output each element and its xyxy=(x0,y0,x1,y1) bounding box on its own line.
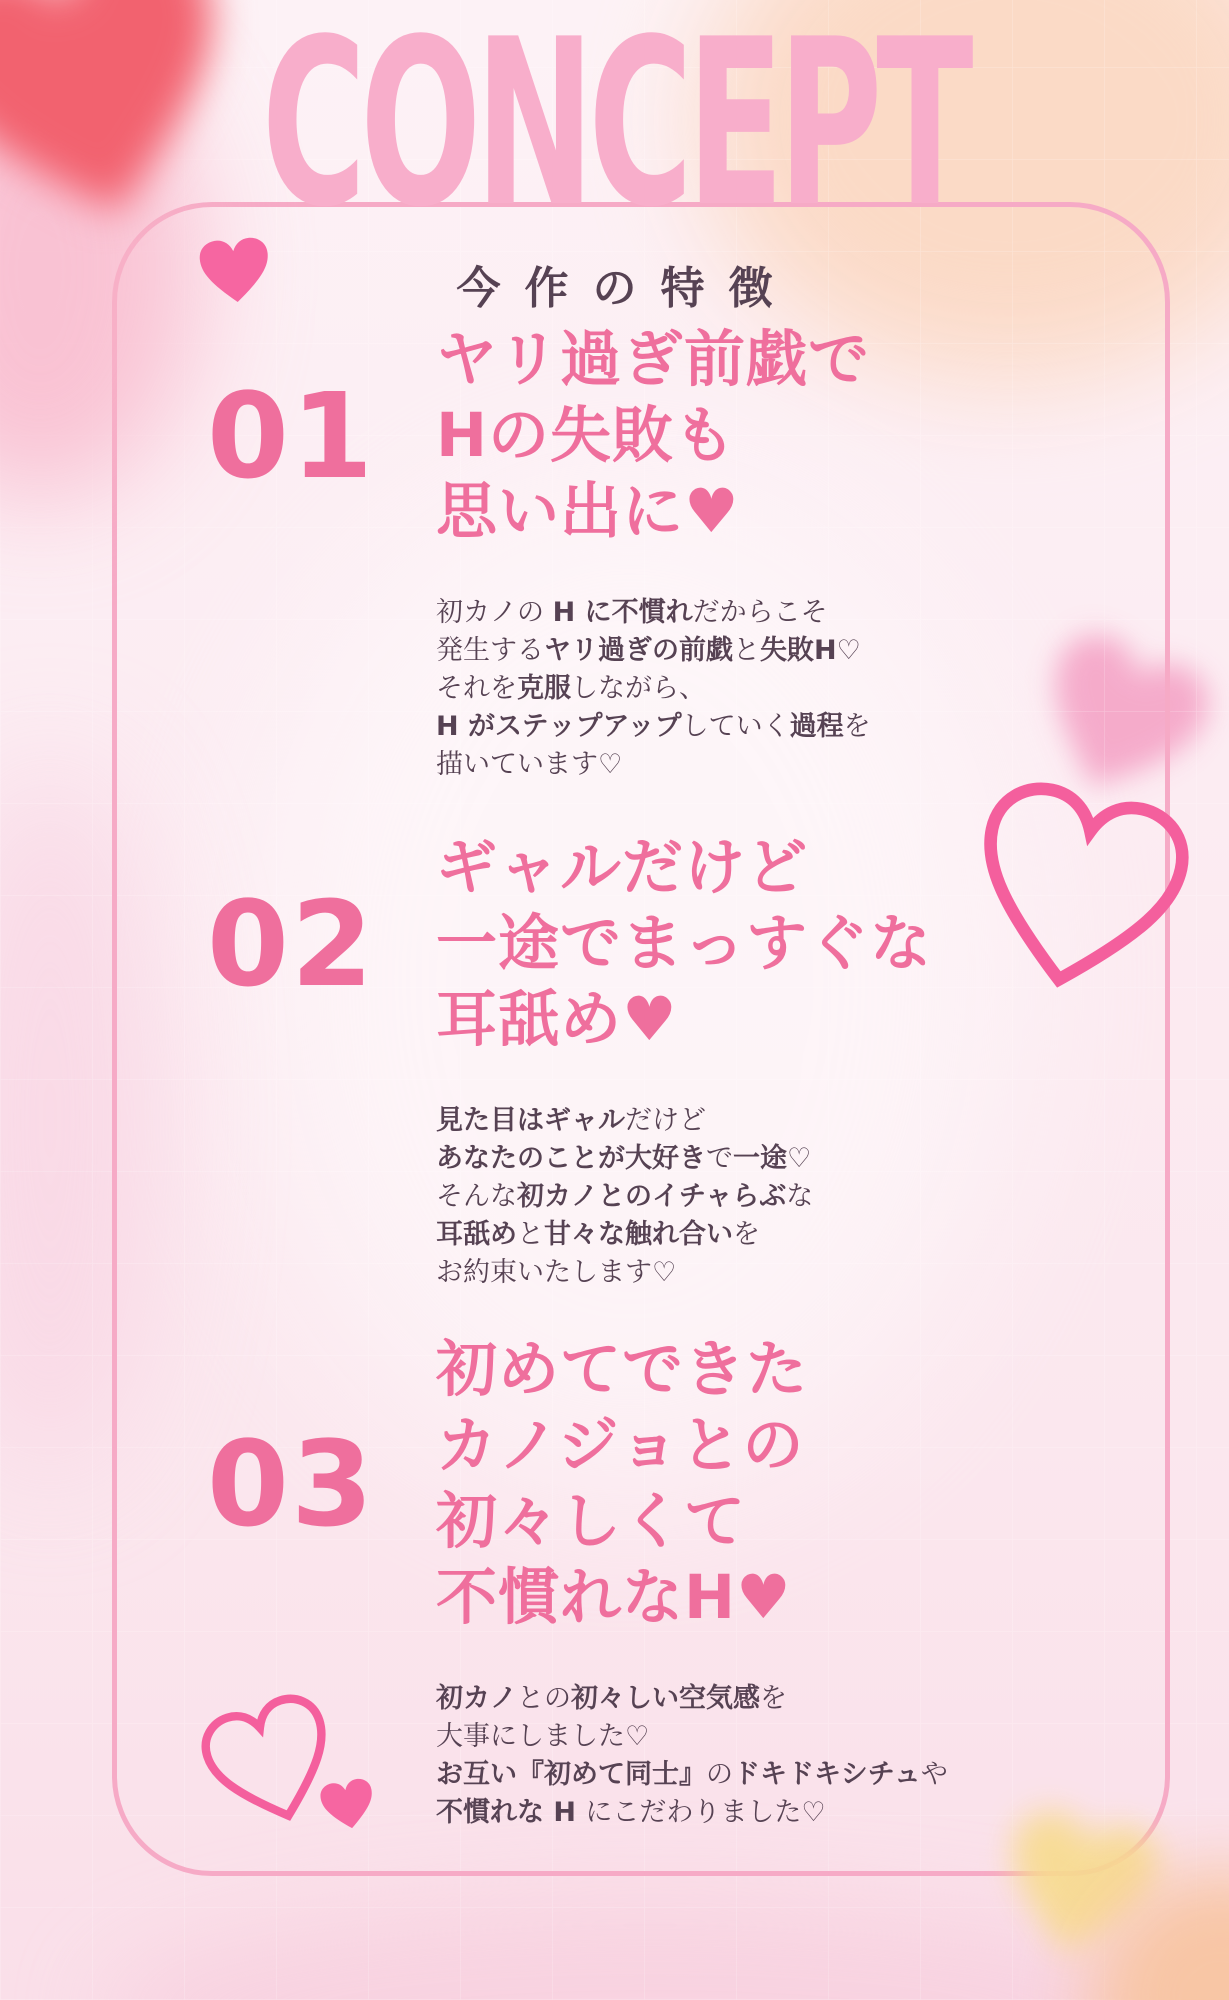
page-title: CONCEPT xyxy=(261,0,968,258)
section-number: 01 xyxy=(206,367,376,505)
feature-section xyxy=(180,1332,948,1832)
feature-section xyxy=(180,322,871,784)
feature-section xyxy=(180,830,932,1292)
section-number: 03 xyxy=(206,1415,376,1553)
section-description: 見た目はギャルだけど あなたのことが大好きで一途♡ そんな初カノとのイチャらぶな 耳舐めと甘々な触れ合いを お約束いたします♡ xyxy=(436,1105,814,1288)
section-heading: 初めてできた カノジョとの 初々しくて 不慣れなH♥ xyxy=(436,1334,809,1633)
section-description: 初カノの H に不慣れだからこそ 発生するヤリ過ぎの前戯と失敗H♡ それを克服しながら、 H がステップアップしていく過程を 描いています♡ xyxy=(436,597,871,780)
section-heading: ヤリ過ぎ前戯で Hの失敗も 思い出に♥ xyxy=(436,324,871,547)
section-header-row xyxy=(180,322,871,550)
feature-list xyxy=(180,0,1080,2000)
section-number: 02 xyxy=(206,875,376,1013)
section-description: 初カノとの初々しい空気感を 大事にしました♡ お互い『初めて同士』のドキドキシチュや 不慣れな H にこだわりました♡ xyxy=(436,1683,948,1828)
page-subtitle: 今作の特徴 xyxy=(456,263,797,314)
section-heading: ギャルだけど 一途でまっすぐな 耳舐め♥ xyxy=(436,832,933,1055)
section-header-row xyxy=(180,1332,948,1636)
section-header-row xyxy=(180,830,932,1058)
